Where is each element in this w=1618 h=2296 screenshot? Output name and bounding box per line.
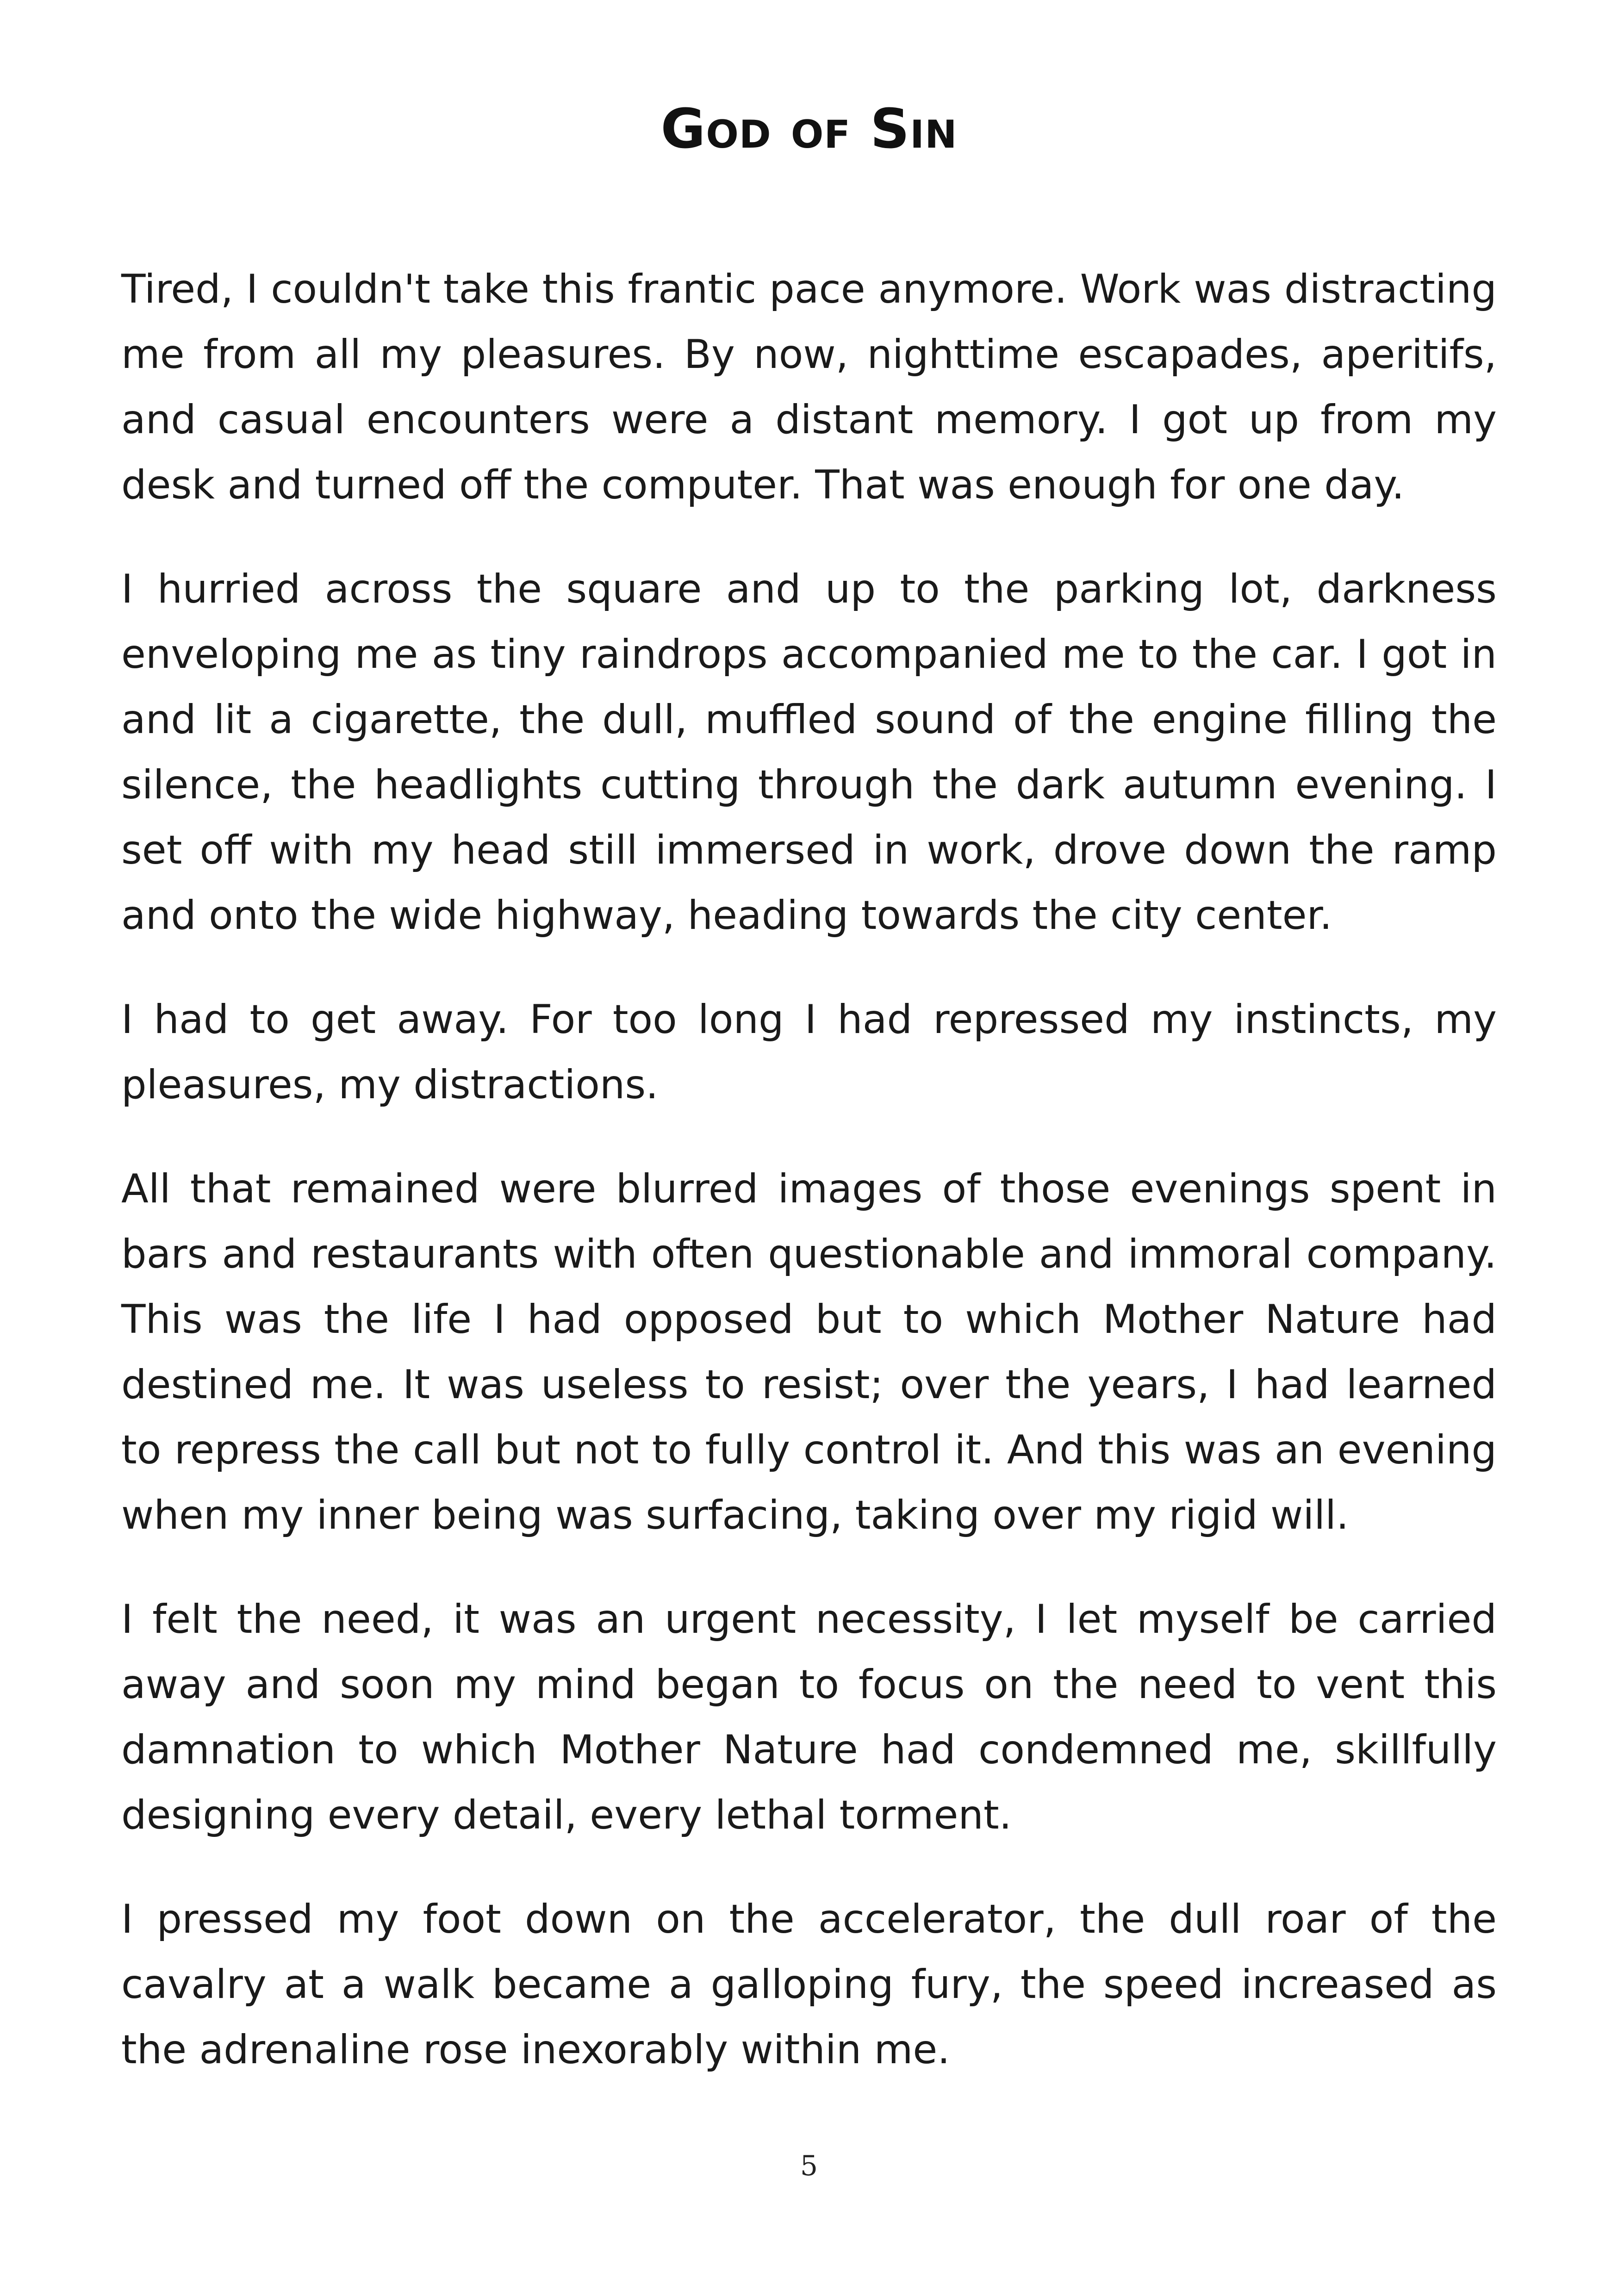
paragraph: I had to get away. For too long I had repressed my instincts, my pleasures, my distractions.	[121, 996, 1497, 1108]
chapter-body	[121, 257, 1497, 2122]
page-number: 5	[800, 2150, 818, 2182]
paragraph: Tired, I couldn't take this frantic pace anymore. Work was distracting me from all my pleasures. By now, nighttime escapades, aperitifs, and casual encounters were a distant memory. I got up from my desk and turned off the computer. That was enough for one day.	[121, 266, 1497, 508]
chapter-title: God of Sin	[660, 97, 958, 161]
paragraph: All that remained were blurred images of those evenings spent in bars and restaurants with often questionable and immoral company. This was the life I had opposed but to which Mother Nature had destined me. It was useless to resist; over the years, I had learned to repress the call but not to fully control it. And this was an evening when my inner being was surfacing, taking over my rigid will.	[121, 1166, 1497, 1538]
paragraph: I pressed my foot down on the accelerator, the dull roar of the cavalry at a walk became a galloping fury, the speed increased as the adrenaline rose inexorably within me.	[121, 1896, 1497, 2073]
paragraph: I hurried across the square and up to the parking lot, darkness enveloping me as tiny raindrops accompanied me to the car. I got in and lit a cigarette, the dull, muffled sound of the engine filling the silence, the headlights cutting through the dark autumn evening. I set off with my head still immersed in work, drove down the ramp and onto the wide highway, heading towards the city center.	[121, 566, 1497, 939]
paragraph: I felt the need, it was an urgent necessity, I let myself be carried away and soon my mind began to focus on the need to vent this damnation to which Mother Nature had condemned me, skillfully designing every detail, every lethal torment.	[121, 1596, 1497, 1838]
